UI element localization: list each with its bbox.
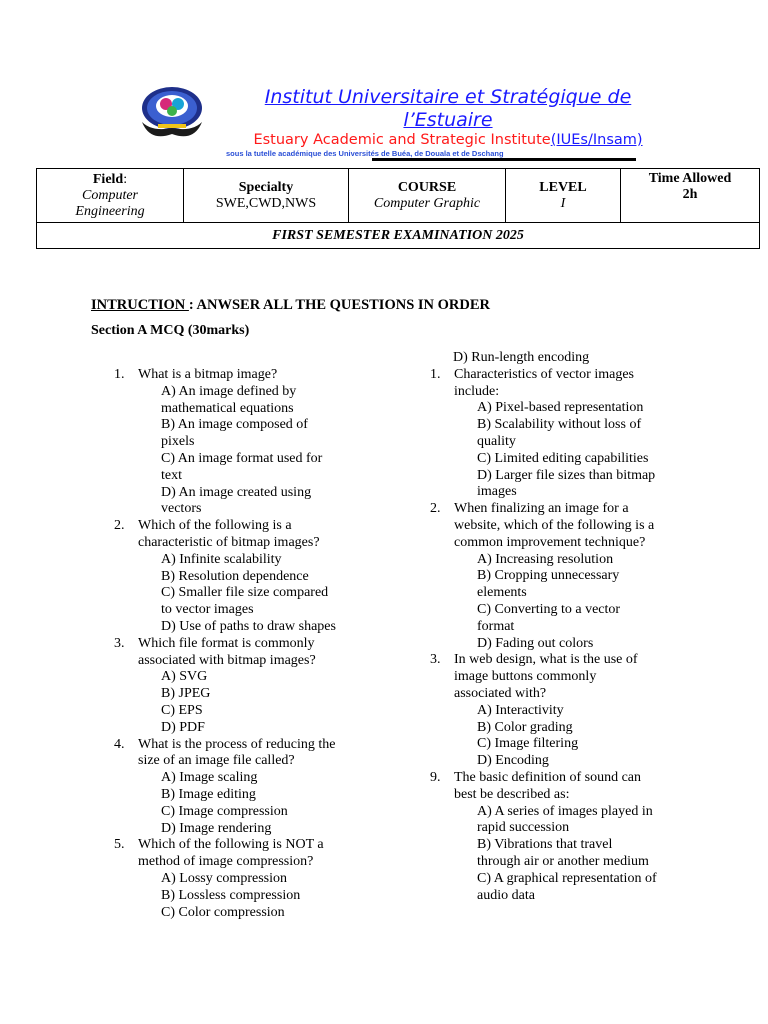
course-cell: COURSE Computer Graphic [349, 169, 506, 223]
option-line: D) PDF [161, 719, 205, 735]
question-text: common improvement technique? [454, 534, 646, 550]
option-line: audio data [477, 887, 535, 903]
question-text: Which of the following is a [138, 518, 292, 534]
question-number: 2. [430, 501, 441, 517]
question-item [114, 837, 354, 921]
option-line: rapid succession [477, 820, 570, 836]
question-text: associated with bitmap images? [138, 652, 316, 668]
question-text: best be described as: [454, 786, 570, 802]
question-item [430, 652, 690, 770]
option-line: B) JPEG [161, 686, 211, 702]
option-line: A) An image defined by [161, 383, 297, 399]
option-line: A) Lossy compression [161, 870, 287, 886]
institute-logo-icon [136, 84, 208, 144]
option-line: B) Vibrations that travel [477, 837, 613, 853]
instruction-line: INTRUCTION : ANWSER ALL THE QUESTIONS IN ORDER [91, 297, 490, 313]
question-item [114, 737, 354, 838]
question-number: 3. [114, 635, 125, 651]
question-text: website, which of the following is a [454, 517, 655, 533]
question-text: The basic definition of sound can [454, 769, 642, 785]
option-line: A) Infinite scalability [161, 551, 282, 567]
tutelle-line: sous la tutelle académique des Universités de Buéa, de Douala et de Dschang [226, 149, 504, 158]
option-line: B) Lossless compression [161, 887, 301, 903]
option-line: D) An image created using [161, 484, 312, 500]
question-text: image buttons commonly [454, 669, 597, 685]
question-item [430, 770, 690, 904]
option-line: to vector images [161, 602, 254, 618]
question-text: In web design, what is the use of [454, 652, 638, 668]
option-line: D) Encoding [477, 753, 549, 769]
option-line: C) Smaller file size compared [161, 585, 329, 601]
field-cell: Field: Computer Engineering [37, 169, 184, 223]
option-line: A) Pixel-based representation [477, 400, 644, 416]
question-number: 9. [430, 769, 441, 785]
question-text: What is the process of reducing the [138, 736, 336, 752]
time-cell: Time Allowed 2h [621, 169, 760, 223]
option-line: C) Image filtering [477, 736, 579, 752]
option-line: B) Resolution dependence [161, 568, 309, 584]
option-line: mathematical equations [161, 400, 294, 416]
option-line: A) Interactivity [477, 702, 564, 718]
option-line: images [477, 484, 517, 500]
question-text: Which of the following is NOT a [138, 837, 324, 853]
question-text: Which file format is commonly [138, 635, 315, 651]
question-text: method of image compression? [138, 854, 314, 870]
question-text: size of an image file called? [138, 753, 295, 769]
question-number: 1. [430, 366, 441, 382]
option-line: quality [477, 433, 516, 449]
option-line: B) Color grading [477, 719, 573, 735]
option-line: format [477, 618, 515, 634]
institute-name-en: Estuary Academic and Strategic Institute(IUEs/Insam) [253, 132, 643, 148]
option-line: vectors [161, 501, 202, 517]
option-line: B) Image editing [161, 786, 256, 802]
option-line: D) Fading out colors [477, 635, 594, 651]
option-line: through air or another medium [477, 853, 649, 869]
question-number: 4. [114, 736, 125, 752]
question-item [430, 367, 690, 501]
header-rule [372, 158, 636, 161]
section-a-heading: Section A MCQ (30marks) [91, 323, 250, 338]
question-text: associated with? [454, 685, 547, 701]
questions-right-column [430, 350, 690, 904]
option-line: C) Color compression [161, 904, 285, 920]
question-number: 2. [114, 518, 125, 534]
option-line: D) Larger file sizes than bitmap [477, 467, 656, 483]
exam-info-table [36, 168, 760, 249]
option-line: D) Run-length encoding [453, 350, 590, 365]
option-line: D) Image rendering [161, 820, 272, 836]
option-line: A) SVG [161, 669, 208, 685]
question-number: 5. [114, 837, 125, 853]
option-line: D) Use of paths to draw shapes [161, 618, 336, 634]
option-line: C) Limited editing capabilities [477, 450, 649, 466]
option-line: A) A series of images played in [477, 803, 653, 819]
option-line: C) Image compression [161, 803, 288, 819]
questions-left-column [114, 367, 354, 921]
specialty-cell: Specialty SWE,CWD,NWS [184, 169, 349, 223]
question-item [114, 636, 354, 737]
option-line: B) Scalability without loss of [477, 417, 642, 433]
option-line: text [161, 467, 182, 483]
question-item [114, 518, 354, 636]
option-line: C) EPS [161, 702, 203, 718]
question-text: characteristic of bitmap images? [138, 534, 320, 550]
option-line: C) A graphical representation of [477, 870, 657, 886]
option-line: pixels [161, 434, 195, 450]
option-line: A) Image scaling [161, 770, 258, 786]
option-line: B) Cropping unnecessary [477, 568, 620, 584]
level-cell: LEVEL I [506, 169, 621, 223]
question-number: 3. [430, 652, 441, 668]
institute-name-fr: Institut Universitaire et Stratégique de l’Estuaire [264, 86, 632, 131]
question-item [430, 501, 690, 652]
option-line: elements [477, 585, 527, 601]
question-text: What is a bitmap image? [138, 367, 278, 382]
option-line: A) Increasing resolution [477, 551, 614, 567]
question-text: Characteristics of vector images [454, 366, 634, 382]
option-line: B) An image composed of [161, 417, 308, 433]
question-text: When finalizing an image for a [454, 501, 629, 517]
option-line: C) An image format used for [161, 450, 323, 466]
option-line: C) Converting to a vector [477, 601, 621, 617]
institute-abbreviation: (IUEs/Insam) [550, 132, 643, 148]
question-text: include: [454, 383, 500, 399]
semester-title: FIRST SEMESTER EXAMINATION 2025 [37, 223, 760, 249]
question-item [114, 367, 354, 518]
question-number: 1. [114, 367, 125, 382]
